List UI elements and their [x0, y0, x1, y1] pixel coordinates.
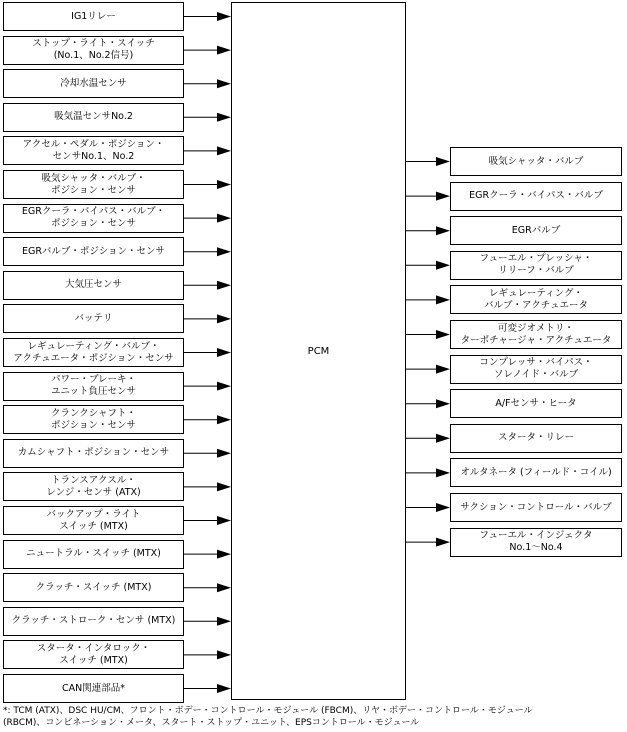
output-box — [450, 528, 622, 557]
output-box — [450, 147, 622, 176]
input-arrow — [184, 146, 231, 155]
input-arrow — [184, 281, 231, 290]
output-label: スタータ・リレー — [497, 432, 574, 444]
footnote: *: TCM (ATX)、DSC HU/CM、フロント・ボデー・コントロール・モジュール (FBCM)、リヤ・ボデー・コントロール・モジュール (RBCM)、コンビネーション・メータ、スタート・ストップ・ユニット、EPSコントロール・モジュール — [3, 706, 533, 728]
input-arrow — [184, 348, 231, 357]
input-arrow — [184, 482, 231, 491]
input-box — [3, 506, 184, 535]
input-label: クラッチ・スイッチ (MTX) — [35, 581, 152, 593]
input-box — [3, 2, 184, 31]
input-box — [3, 103, 184, 132]
output-label: 吸気シャッタ・バルブ — [488, 155, 584, 167]
input-label: IG1リレー — [71, 10, 116, 22]
output-arrow — [406, 365, 450, 374]
output-label: フューエル・インジェクタ No.1〜No.4 — [479, 530, 593, 554]
input-arrow — [184, 314, 231, 323]
input-label: 大気圧センサ — [64, 279, 122, 291]
input-box — [3, 607, 184, 636]
input-box — [3, 36, 184, 65]
output-label: サクション・コントロール・バルブ — [460, 501, 612, 513]
input-label: クランクシャフト・ ポジション・センサ — [50, 407, 137, 431]
output-arrow — [406, 434, 450, 443]
input-box — [3, 271, 184, 300]
output-arrow — [406, 399, 450, 408]
output-arrow — [406, 226, 450, 235]
output-label: レギュレーティング・ バルブ・アクチュエータ — [484, 287, 588, 311]
output-arrow — [406, 330, 450, 339]
input-label: CAN関連部品* — [62, 682, 125, 694]
input-arrow — [184, 516, 231, 525]
input-box — [3, 69, 184, 98]
output-label: A/Fセンサ・ヒータ — [495, 397, 577, 409]
input-label: ストップ・ライト・スイッチ (No.1、No.2信号) — [32, 38, 155, 62]
output-box — [450, 458, 622, 487]
input-arrow — [184, 684, 231, 693]
output-label: コンプレッサ・バイパス・ ソレノイド・バルブ — [479, 357, 593, 381]
input-label: アクセル・ペダル・ポジション・ センサNo.1、No.2 — [22, 138, 165, 162]
input-label: クラッチ・ストローク・センサ (MTX) — [11, 615, 176, 627]
input-arrow — [184, 550, 231, 559]
input-label: 冷却水温センサ — [60, 77, 127, 89]
input-box — [3, 640, 184, 669]
output-label: EGRクーラ・バイパス・バルブ — [469, 190, 603, 202]
output-label: 可変ジオメトリ・ ターボチャージャ・アクチュエータ — [460, 322, 612, 346]
input-label: スタータ・インタロック・ スイッチ (MTX) — [36, 642, 151, 666]
input-arrow — [184, 583, 231, 592]
input-label: レギュレーティング・バルブ・ アクチュエータ・ポジション・センサ — [13, 340, 174, 364]
output-box — [450, 424, 622, 453]
input-label: 吸気温センサNo.2 — [54, 111, 133, 123]
input-box — [3, 204, 184, 233]
input-label: バッテリ — [74, 312, 113, 324]
output-arrow — [406, 295, 450, 304]
input-arrow — [184, 214, 231, 223]
input-arrow — [184, 617, 231, 626]
input-label: バックアップ・ライト スイッチ (MTX) — [46, 508, 141, 532]
input-box — [3, 439, 184, 468]
input-box — [3, 237, 184, 266]
output-box — [450, 493, 622, 522]
output-box — [450, 355, 622, 384]
input-box — [3, 540, 184, 569]
input-label: パワー・ブレーキ・ ユニット負圧センサ — [50, 374, 137, 398]
input-box — [3, 472, 184, 501]
input-label: EGRバルブ・ポジション・センサ — [21, 245, 166, 257]
pcm-label: PCM — [307, 345, 330, 357]
output-box — [450, 389, 622, 418]
input-box — [3, 405, 184, 434]
input-box — [3, 338, 184, 367]
input-box — [3, 304, 184, 333]
output-arrow — [406, 503, 450, 512]
input-arrow — [184, 12, 231, 21]
input-arrow — [184, 415, 231, 424]
input-arrow — [184, 650, 231, 659]
input-arrow — [184, 382, 231, 391]
input-label: カムシャフト・ポジション・センサ — [17, 447, 170, 459]
output-box — [450, 216, 622, 245]
input-arrow — [184, 247, 231, 256]
input-box — [3, 573, 184, 602]
output-box — [450, 285, 622, 314]
input-label: トランスアクスル・ レンジ・センサ (ATX) — [46, 474, 141, 498]
input-box — [3, 136, 184, 165]
output-box — [450, 182, 622, 211]
output-label: オルタネータ (フィールド・コイル) — [460, 466, 612, 478]
input-label: ニュートラル・スイッチ (MTX) — [26, 548, 161, 560]
input-box — [3, 674, 184, 703]
output-arrow — [406, 192, 450, 201]
output-arrow — [406, 157, 450, 166]
output-arrow — [406, 468, 450, 477]
input-arrow — [184, 79, 231, 88]
input-arrow — [184, 180, 231, 189]
input-label: 吸気シャッタ・バルブ・ ポジション・センサ — [41, 172, 146, 196]
input-label: EGRクーラ・バイパス・バルブ・ ポジション・センサ — [21, 206, 166, 230]
input-arrow — [184, 46, 231, 55]
input-arrow — [184, 449, 231, 458]
output-arrow — [406, 538, 450, 547]
output-label: フューエル・プレッシャ・ リリーフ・バルブ — [479, 253, 593, 277]
output-label: EGRバルブ — [511, 224, 561, 236]
output-box — [450, 320, 622, 349]
input-box — [3, 372, 184, 401]
input-box — [3, 170, 184, 199]
input-arrow — [184, 113, 231, 122]
pcm-box — [231, 2, 406, 700]
output-box — [450, 251, 622, 280]
output-arrow — [406, 261, 450, 270]
